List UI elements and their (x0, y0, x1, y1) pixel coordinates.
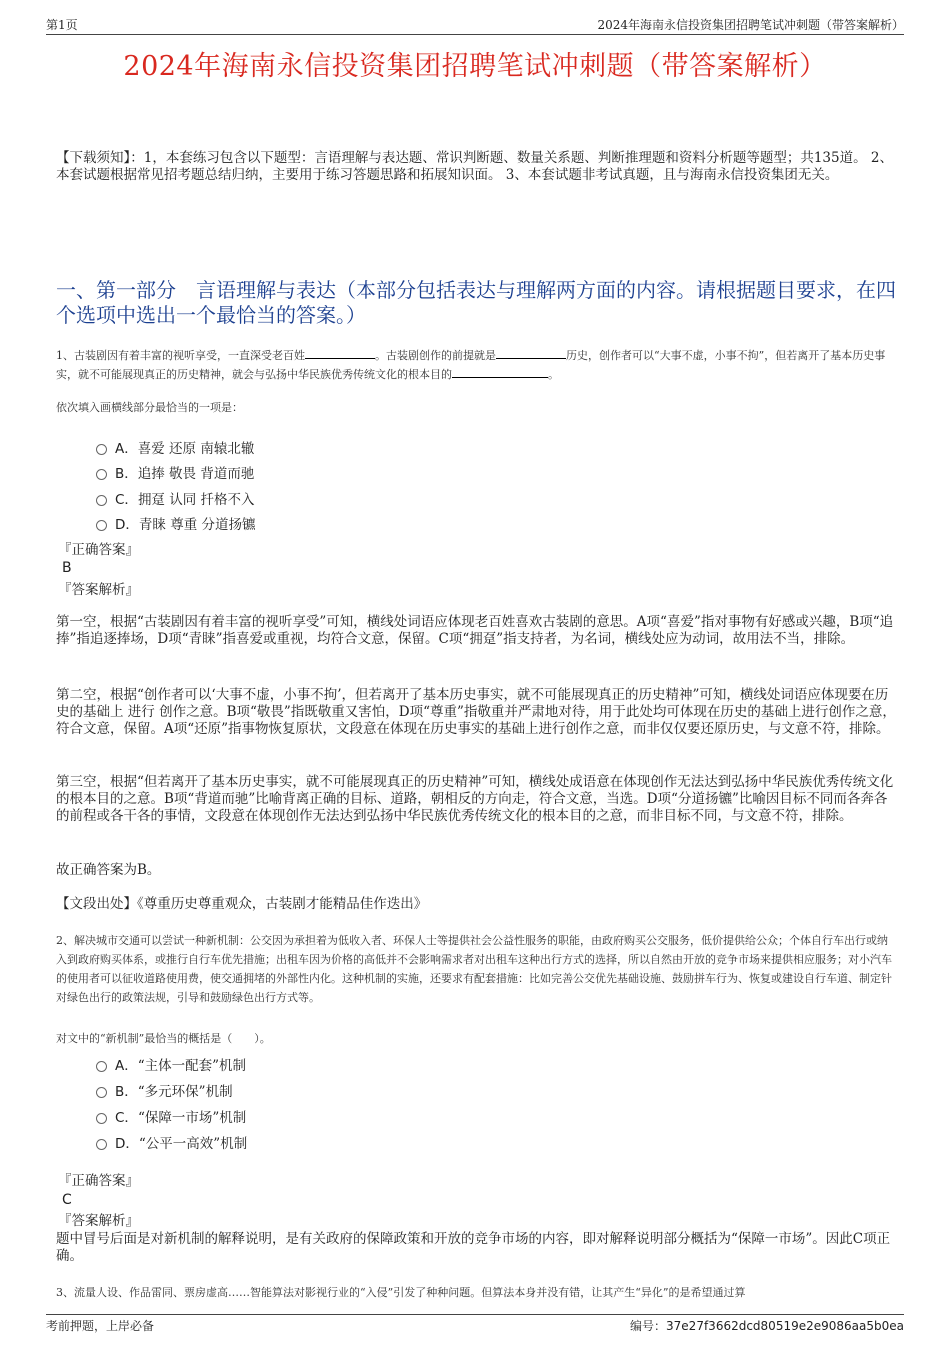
footer-code-value: 37e27f3662dcd80519e2e9086aa5b0ea (666, 1319, 904, 1333)
header-doc-title: 2024年海南永信投资集团招聘笔试冲刺题（带答案解析） (597, 18, 904, 32)
q1-analysis-para2: 第二空，根据“创作者可以‘大事不虚，小事不拘’，但若离开了基本历史事实，就不可能展现真正的历史精神”可知，横线处词语应体现要在历史的基础上 进行 创作之意。B项“敬畏”指既敬重又害怕，D项“尊重”指敬重并严肃地对待，用于此处均可体现在历史的基础上进行创作之意，符合文意，保留。A项“还原”指事物恢复原状，文段意在体现在历史事实的基础上进行创作之意，而非仅仅要还原历史，与文意不符，排除。 (56, 687, 896, 737)
q2-analysis-label: 『答案解析』 (58, 1213, 139, 1229)
q1-stem-part1: 1、古装剧因有着丰富的视听享受，一直深受老百姓 (56, 349, 305, 362)
page-title: 2024年海南永信投资集团招聘笔试冲刺题（带答案解析） (123, 51, 827, 82)
radio-icon[interactable] (96, 495, 107, 506)
section-heading: 一、第一部分 言语理解与表达（本部分包括表达与理解两方面的内容。请根据题目要求，在四个选项中选出一个最恰当的答案。） (56, 278, 896, 327)
footer-code-label: 编号： (630, 1319, 667, 1333)
q1-stem-part3: 历史，创作者可以“大事不虚，小事不拘”，但若离开了基本历史事实，就不可能展现真正的历史精神，就会与弘扬中华民族优秀传统文化的根本目的 (56, 349, 886, 381)
q2-analysis: 题中冒号后面是对新机制的解释说明，是有关政府的保障政策和开放的竞争市场的内容，即对解释说明部分概括为“保障一市场”。因此C项正确。 (56, 1231, 891, 1264)
q1-option-a[interactable]: A．喜爱 还原 南辕北辙 (96, 437, 254, 457)
radio-icon[interactable] (96, 520, 107, 531)
q1-blank-3 (452, 365, 548, 378)
radio-icon[interactable] (96, 469, 107, 480)
q1-stem (56, 346, 898, 384)
q1-prompt: 依次填入画横线部分最恰当的一项是： (56, 401, 243, 414)
q1-analysis-para1: 第一空，根据“古装剧因有着丰富的视听享受”可知，横线处词语应体现老百姓喜欢古装剧的意思。A项“喜爱”指对事物有好感或兴趣，B项“追捧”指追逐捧场，D项“青睐”指喜爱或重视，均符合文意，保留。C项“拥趸”指支持者，为名词，横线处应为动词，故用法不当，排除。 (56, 614, 894, 647)
q2-option-c[interactable]: C．“保障一市场”机制 (96, 1106, 246, 1126)
q2-answer: C (62, 1192, 72, 1208)
q1-option-b[interactable]: B．追捧 敬畏 背道而驰 (96, 462, 254, 482)
q1-blank-1 (305, 346, 375, 359)
q1-analysis-para3: 第三空，根据“但若离开了基本历史事实，就不可能展现真正的历史精神”可知，横线处成语意在体现创作无法达到弘扬中华民族优秀传统文化的根本目的之意。B项“背道而驰”比喻背离正确的目标、道路，朝相反的方向走，符合文意，当选。D项“分道扬镳”比喻因目标不同而各奔各的前程或各干各的事情，文段意在体现创作无法达到弘扬中华民族优秀传统文化的根本目的之意，而非目标不同，与文意不符，排除。 (56, 774, 894, 824)
q1-blank-2 (496, 346, 566, 359)
q2-stem: 2、解决城市交通可以尝试一种新机制：公交因为承担着为低收入者、环保人士等提供社会公益性服务的职能，由政府购买公交服务，低价提供给公众；个体自行车出行或纳入到政府购买体系，或推行自行车优先措施；出租车因为价格的高低并不会影响需求者对出租车这种出行方式的选择，所以自然由开放的竞争市场来提供相应服务；对小汽车的使用者可以征收道路使用费，使交通拥堵的外部性内化。这种机制的实施，还要求有配套措施：比如完善公交优先基础设施、鼓励拼车行为、恢复或建设自行车道、制定针对绿色出行的政策法规，引导和鼓励绿色出行方式等。 (56, 934, 892, 1004)
radio-icon[interactable] (96, 1087, 107, 1098)
q1-source: 【文段出处】《尊重历史尊重观众，古装剧才能精品佳作迭出》 (56, 896, 428, 912)
q2-prompt: 对文中的“新机制”最恰当的概括是（ ）。 (56, 1032, 271, 1045)
q1-answer-label: 『正确答案』 (58, 542, 139, 558)
q1-answer: B (62, 560, 72, 576)
q1-stem-part4: 。 (548, 368, 559, 381)
q2-option-a[interactable]: A．“主体一配套”机制 (96, 1054, 246, 1074)
page-number: 第1页 (46, 18, 78, 32)
footer-slogan: 考前押题，上岸必备 (46, 1319, 155, 1333)
q1-analysis-label: 『答案解析』 (58, 582, 139, 598)
radio-icon[interactable] (96, 1113, 107, 1124)
radio-icon[interactable] (96, 444, 107, 455)
page-footer (46, 1314, 904, 1333)
radio-icon[interactable] (96, 1061, 107, 1072)
q2-option-b[interactable]: B．“多元环保”机制 (96, 1080, 233, 1100)
q2-option-d[interactable]: D．“公平一高效”机制 (96, 1132, 247, 1152)
page-header (46, 16, 904, 35)
q1-stem-part2: 。古装剧创作的前提就是 (375, 349, 496, 362)
q3-stem: 3、流量人设、作品雷同、票房虚高……智能算法对影视行业的“入侵”引发了种种问题。但算法本身并没有错，让其产生“异化”的是希望通过算 (56, 1286, 746, 1299)
radio-icon[interactable] (96, 1139, 107, 1150)
q1-conclusion: 故正确答案为B。 (56, 862, 161, 878)
download-notice: 【下载须知】：1，本套练习包含以下题型：言语理解与表达题、常识判断题、数量关系题、判断推理题和资料分析题等题型；共135道。 2、本套试题根据常见招考题总结归纳，主要用于练习答题思路和拓展知识面。 3、本套试题非考试真题，且与海南永信投资集团无关。 (56, 150, 893, 183)
footer-code (630, 1317, 904, 1334)
q1-option-d[interactable]: D．青睐 尊重 分道扬镳 (96, 513, 256, 533)
q1-option-c[interactable]: C．拥趸 认同 扦格不入 (96, 488, 255, 508)
q2-answer-label: 『正确答案』 (58, 1173, 139, 1189)
